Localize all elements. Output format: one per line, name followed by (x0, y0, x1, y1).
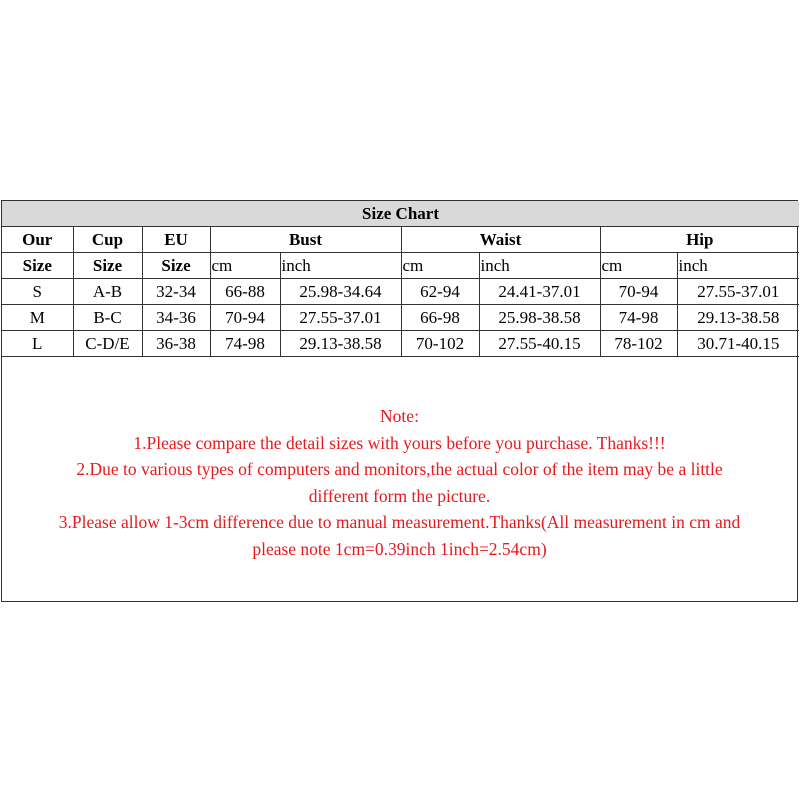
header-hip: Hip (600, 227, 799, 253)
unit-hip-inch: inch (677, 253, 799, 279)
cell-cup-size: A-B (73, 279, 142, 305)
header-waist: Waist (401, 227, 600, 253)
table-row (2, 279, 799, 305)
cell-bust-cm: 66-88 (210, 279, 280, 305)
unit-bust-inch: inch (280, 253, 401, 279)
title-row (2, 201, 799, 227)
cell-our-size: S (2, 279, 73, 305)
cell-bust-inch: 25.98-34.64 (280, 279, 401, 305)
cell-hip-cm: 70-94 (600, 279, 677, 305)
header-row-1 (2, 227, 799, 253)
cell-bust-cm: 70-94 (210, 305, 280, 331)
header-row-2 (2, 253, 799, 279)
cell-hip-inch: 29.13-38.58 (677, 305, 799, 331)
note-line: different form the picture. (308, 485, 491, 506)
table-row (2, 331, 799, 357)
cell-hip-inch: 30.71-40.15 (677, 331, 799, 357)
cell-eu-size: 36-38 (142, 331, 210, 357)
chart-title: Size Chart (2, 201, 799, 227)
cell-waist-inch: 25.98-38.58 (479, 305, 600, 331)
cell-our-size: L (2, 331, 73, 357)
cell-hip-cm: 78-102 (600, 331, 677, 357)
cell-hip-cm: 74-98 (600, 305, 677, 331)
note-line: 2.Due to various types of computers and monitors,the actual color of the item may be a little (76, 459, 723, 479)
header-eu-size: Size (142, 253, 210, 279)
note-line: 3.Please allow 1-3cm difference due to manual measurement.Thanks(All measurement in cm and (58, 512, 741, 532)
header-our-size: Size (2, 253, 73, 279)
cell-bust-cm: 74-98 (210, 331, 280, 357)
cell-cup-size: C-D/E (73, 331, 142, 357)
size-chart (1, 200, 798, 602)
notes-block (2, 403, 797, 562)
cell-waist-cm: 62-94 (401, 279, 479, 305)
header-cup: Cup (73, 227, 142, 253)
header-our: Our (2, 227, 73, 253)
cell-waist-cm: 66-98 (401, 305, 479, 331)
cell-hip-inch: 27.55-37.01 (677, 279, 799, 305)
header-eu: EU (142, 227, 210, 253)
cell-eu-size: 34-36 (142, 305, 210, 331)
unit-bust-cm: cm (210, 253, 280, 279)
unit-hip-cm: cm (600, 253, 677, 279)
note-line: 1.Please compare the detail sizes with yours before you purchase. Thanks!!! (133, 432, 666, 453)
header-bust: Bust (210, 227, 401, 253)
cell-bust-inch: 29.13-38.58 (280, 331, 401, 357)
size-table (2, 201, 799, 357)
cell-bust-inch: 27.55-37.01 (280, 305, 401, 331)
cell-our-size: M (2, 305, 73, 331)
unit-waist-cm: cm (401, 253, 479, 279)
cell-waist-inch: 24.41-37.01 (479, 279, 600, 305)
table-row (2, 305, 799, 331)
cell-cup-size: B-C (73, 305, 142, 331)
header-cup-size: Size (73, 253, 142, 279)
cell-waist-cm: 70-102 (401, 331, 479, 357)
unit-waist-inch: inch (479, 253, 600, 279)
cell-waist-inch: 27.55-40.15 (479, 331, 600, 357)
note-line: please note 1cm=0.39inch 1inch=2.54cm) (252, 538, 547, 559)
note-heading: Note: (380, 406, 419, 426)
cell-eu-size: 32-34 (142, 279, 210, 305)
